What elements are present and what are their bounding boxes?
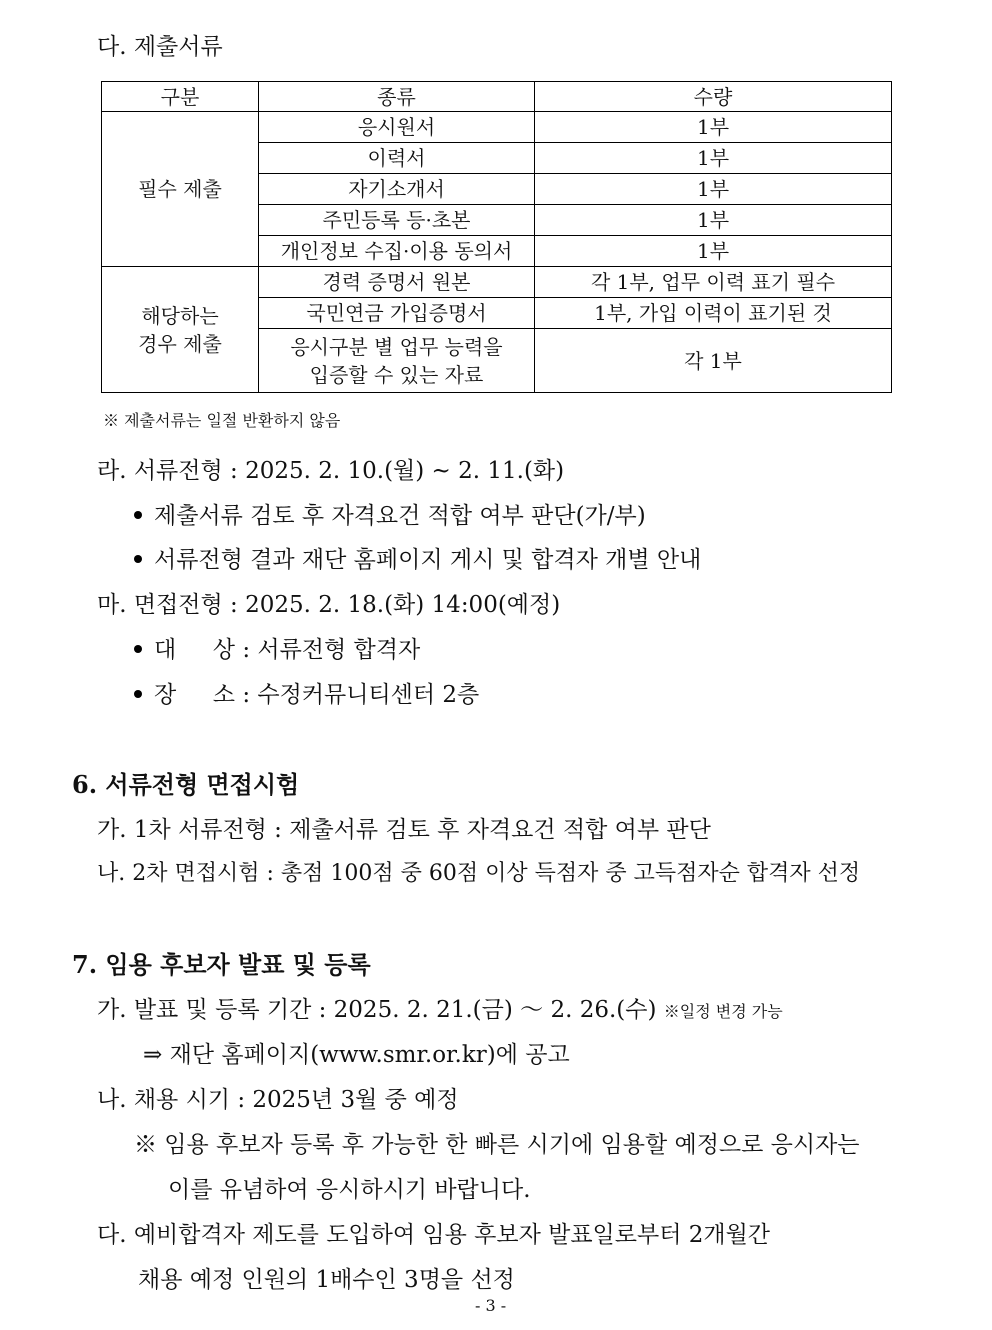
doc-name: 자기소개서 bbox=[259, 174, 535, 205]
doc-qty: 1부 bbox=[535, 112, 892, 143]
h7-na-note-1: ※ 임용 후보자 등록 후 가능한 한 빠른 시기에 임용할 예정으로 응시자는 bbox=[134, 1132, 860, 1158]
doc-qty: 1부 bbox=[535, 205, 892, 236]
h6-ga: 가. 1차 서류전형 : 제출서류 검토 후 자격요건 적합 여부 판단 bbox=[97, 817, 711, 843]
doc-name-line2: 입증할 수 있는 자료 bbox=[309, 362, 484, 387]
doc-name: 경력 증명서 원본 bbox=[259, 267, 535, 298]
h7-da-line-2: 채용 예정 인원의 1배수인 3명을 선정 bbox=[138, 1267, 515, 1293]
bullet-icon bbox=[134, 645, 142, 653]
doc-name: 국민연금 가입증명서 bbox=[259, 298, 535, 329]
header-quantity: 수량 bbox=[535, 82, 892, 112]
group-if-applicable bbox=[102, 267, 259, 393]
table-header-row bbox=[102, 82, 892, 112]
bullet-icon bbox=[134, 555, 142, 563]
header-category: 구분 bbox=[102, 82, 259, 112]
bullet-icon bbox=[134, 690, 142, 698]
ma-target-label: 대 상 bbox=[154, 637, 235, 663]
h7-ga-note: ※일정 변경 가능 bbox=[663, 1002, 783, 1021]
doc-qty: 1부 bbox=[535, 143, 892, 174]
ma-place-label: 장 소 bbox=[154, 682, 235, 708]
ma-place bbox=[134, 676, 479, 709]
ra-bullet-1-text: 제출서류 검토 후 자격요건 적합 여부 판단(가/부) bbox=[154, 503, 646, 529]
doc-name: 주민등록 등·초본 bbox=[259, 205, 535, 236]
doc-name: 이력서 bbox=[259, 143, 535, 174]
header-type: 종류 bbox=[259, 82, 535, 112]
section-da-heading: 다. 제출서류 bbox=[97, 34, 223, 60]
bullet-icon bbox=[134, 511, 142, 519]
h7-na-note-2: 이를 유념하여 응시하시기 바랍니다. bbox=[168, 1177, 531, 1203]
ma-target-value: : 서류전형 합격자 bbox=[242, 637, 421, 663]
table-row bbox=[102, 112, 892, 143]
section-ma-heading: 마. 면접전형 : 2025. 2. 18.(화) 14:00(예정) bbox=[97, 592, 561, 618]
doc-name: 개인정보 수집·이용 동의서 bbox=[259, 236, 535, 267]
h7-ga-text: 가. 발표 및 등록 기간 : 2025. 2. 21.(금) ～ 2. 26.(수) bbox=[97, 997, 657, 1023]
page-number: - 3 - bbox=[475, 1296, 507, 1315]
section-ra-heading: 라. 서류전형 : 2025. 2. 10.(월) ~ 2. 11.(화) bbox=[97, 458, 565, 484]
ma-place-value: : 수정커뮤니티센터 2층 bbox=[242, 682, 480, 708]
group-if-applicable-line1: 해당하는 bbox=[141, 303, 219, 328]
h7-da-line-1: 다. 예비합격자 제도를 도입하여 임용 후보자 발표일로부터 2개월간 bbox=[97, 1222, 771, 1248]
doc-qty: 1부 bbox=[535, 174, 892, 205]
heading-7: 7. 임용 후보자 발표 및 등록 bbox=[72, 950, 371, 979]
group-required: 필수 제출 bbox=[102, 112, 259, 267]
documents-table bbox=[101, 81, 892, 393]
h7-ga-sub: ⇒ 재단 홈페이지(www.smr.or.kr)에 공고 bbox=[143, 1042, 570, 1068]
doc-qty: 각 1부, 업무 이력 표기 필수 bbox=[535, 267, 892, 298]
h7-na: 나. 채용 시기 : 2025년 3월 중 예정 bbox=[97, 1087, 459, 1113]
ma-target bbox=[134, 631, 420, 664]
h6-na: 나. 2차 면접시험 : 총점 100점 중 60점 이상 득점자 중 고득점자순 합격자 선정 bbox=[97, 861, 861, 886]
ra-bullet-2 bbox=[134, 541, 701, 574]
ra-bullet-2-text: 서류전형 결과 재단 홈페이지 게시 및 합격자 개별 안내 bbox=[154, 547, 702, 573]
group-if-applicable-line2: 경우 제출 bbox=[138, 331, 222, 356]
doc-name bbox=[259, 329, 535, 393]
heading-6: 6. 서류전형 면접시험 bbox=[72, 770, 300, 799]
doc-qty: 1부, 가입 이력이 표기된 것 bbox=[535, 298, 892, 329]
doc-name: 응시원서 bbox=[259, 112, 535, 143]
h7-ga bbox=[97, 991, 783, 1024]
ra-bullet-1 bbox=[134, 497, 646, 530]
table-row bbox=[102, 267, 892, 298]
doc-name-line1: 응시구분 별 업무 능력을 bbox=[290, 334, 503, 359]
doc-qty: 각 1부 bbox=[535, 329, 892, 393]
table-note: ※ 제출서류는 일절 반환하지 않음 bbox=[103, 411, 341, 430]
doc-qty: 1부 bbox=[535, 236, 892, 267]
